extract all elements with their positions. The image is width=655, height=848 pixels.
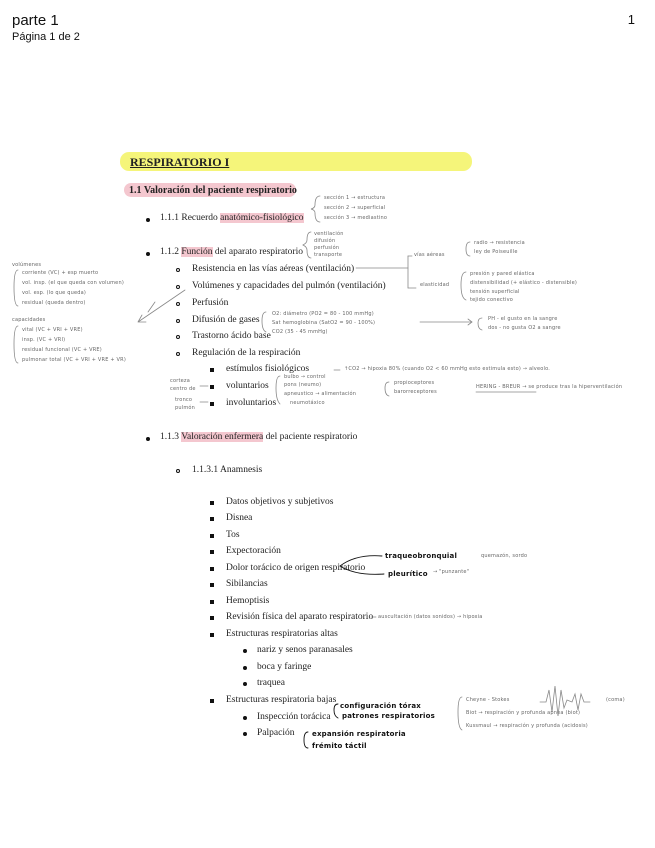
arrow-stroke: [138, 290, 185, 322]
bullet: [243, 649, 247, 653]
handwritten-note: apneustico → alimentación: [284, 391, 357, 397]
sub-bullet: [176, 268, 180, 272]
square-bullet: [210, 368, 214, 372]
bullet: [146, 252, 150, 256]
anamnesis-item: Estructuras respiratorias altas: [226, 629, 338, 639]
regulation-item: estímulos fisiológicos: [226, 364, 310, 374]
bullet: [146, 218, 150, 222]
section-1-1-3: [160, 432, 357, 442]
brace-stroke: [478, 318, 482, 330]
section-1-1-3-text: del paciente respiratorio: [263, 432, 358, 442]
handwritten-note: vol. insp. (el que queda con volumen): [22, 280, 124, 286]
handwritten-note: ventilación: [314, 231, 344, 237]
regulation-item: involuntarios: [226, 398, 277, 408]
square-bullet: [210, 550, 214, 554]
section-1-1-1-text: 1.1.1 Recuerdo: [160, 213, 221, 223]
bajas-heading: Estructuras respiratoria bajas: [226, 695, 337, 705]
brace-stroke: [334, 704, 338, 718]
brace-stroke: [304, 732, 308, 748]
anamnesis-item: Sibilancias: [226, 579, 268, 589]
handwritten-note: tensión superficial: [470, 289, 520, 295]
handwritten-note: tejido conectivo: [470, 297, 514, 303]
anamnesis-item: Expectoración: [226, 546, 281, 556]
handwritten-note: residual (queda dentro): [22, 300, 86, 306]
handwritten-note: perfusión: [314, 245, 340, 251]
altas-item: boca y faringe: [257, 662, 312, 672]
square-bullet: [210, 402, 214, 406]
handwritten-note: propioceptores: [394, 380, 435, 386]
handwritten-note: distensibilidad (+ elástico - distensible): [470, 280, 578, 286]
square-bullet: [210, 600, 214, 604]
sub-bullet: [176, 352, 180, 356]
square-bullet: [210, 616, 214, 620]
square-bullet: [210, 385, 214, 389]
handwritten-note: configuración tórax: [340, 702, 421, 710]
function-item: Resistencia en las vías aéreas (ventilación): [192, 264, 355, 274]
regulation-item: voluntarios: [226, 381, 269, 391]
sub-bullet: [176, 285, 180, 289]
function-item: Difusión de gases: [192, 315, 260, 325]
handwritten-note: Sat hemoglobina (SatO2 = 90 - 100%): [272, 320, 376, 326]
anamnesis-item: Datos objetivos y subjetivos: [226, 497, 334, 507]
handwritten-note: corriente (VC) + esp muerto: [22, 270, 99, 276]
anamnesis-item: Dolor torácico de origen respiratorio: [226, 563, 366, 573]
brace-stroke: [276, 376, 280, 404]
brace-stroke: [311, 196, 320, 222]
handwritten-note: neumotáxico: [290, 400, 325, 406]
handwritten-note: radio → resistencia: [474, 240, 525, 246]
handwritten-note: patrones respiratorios: [342, 712, 436, 720]
handwritten-note: pulmonar total (VC + VRI + VRE + VR): [22, 357, 126, 363]
handwritten-note: → "punzante": [433, 569, 470, 575]
connector-line: [408, 256, 416, 288]
document-title: RESPIRATORIO I: [130, 155, 230, 169]
highlight-text: Valoración enfermera: [181, 432, 264, 442]
square-bullet: [210, 567, 214, 571]
bullet: [243, 716, 247, 720]
connector-line: [200, 386, 208, 402]
brace-stroke: [14, 326, 18, 363]
handwritten-note: CO2 (35 - 45 mmHg): [272, 329, 328, 335]
handwritten-note: expansión respiratoria: [312, 730, 406, 738]
page-header-title: parte 1: [12, 12, 59, 29]
handwritten-note: auscultación (datos sonidos) → hipoxia: [378, 614, 483, 620]
handwritten-note: O2: diámetro (PO2 = 80 - 100 mmHg): [272, 311, 374, 317]
brace-stroke: [385, 382, 389, 396]
handwritten-note: ley de Poiseuille: [474, 249, 518, 255]
handwritten-note: sección 2 → superficial: [324, 205, 386, 211]
function-item: Trastorno ácido base: [192, 331, 271, 341]
handwritten-note: pulmón: [175, 405, 196, 411]
handwritten-note: frémito táctil: [312, 742, 367, 750]
arrow-stroke: [420, 319, 472, 325]
section-1-1-2-number: 1.1.2: [160, 247, 182, 257]
handwritten-note: transporte: [314, 252, 343, 258]
section-1-1-3-1: 1.1.3.1 Anamnesis: [192, 465, 263, 475]
function-item: Regulación de la respiración: [192, 348, 301, 358]
handwritten-note: Cheyne - Stokes: [466, 697, 510, 703]
handwritten-note: elasticidad: [420, 282, 450, 288]
handwritten-note: vol. esp. (lo que queda): [22, 290, 87, 296]
section-1-1-3-number: 1.1.3: [160, 432, 182, 442]
highlight-text: Función: [181, 247, 213, 257]
anamnesis-item: Tos: [226, 530, 240, 540]
bullet: [146, 437, 150, 441]
anamnesis-item: Hemoptisis: [226, 596, 270, 606]
handwritten-heading: capacidades: [12, 317, 46, 323]
handwritten-heading: volúmenes: [12, 262, 42, 268]
handwritten-note: traqueobronquial: [385, 552, 458, 560]
handwritten-note: quemazón, sordo: [481, 553, 528, 559]
handwritten-note: barorreceptores: [394, 389, 437, 395]
section-1-1: 1.1 Valoración del paciente respiratorio: [129, 185, 297, 196]
section-1-1-1: [160, 213, 304, 223]
handwritten-note: (coma): [606, 697, 625, 703]
bajas-item: Inspección torácica: [257, 712, 331, 722]
handwritten-note: tronco: [175, 397, 193, 403]
handwritten-note: insp. (VC + VRI): [22, 337, 66, 343]
handwritten-note: bulbo → control: [284, 374, 326, 380]
function-item: Perfusión: [192, 298, 229, 308]
handwritten-note: dos - no gusta O2 a sangre: [488, 325, 561, 331]
anamnesis-item: Disnea: [226, 513, 253, 523]
bullet: [243, 682, 247, 686]
handwritten-note: centro de: [170, 386, 196, 392]
brace-stroke: [466, 242, 470, 256]
page-number: 1: [627, 12, 635, 27]
bullet: [243, 732, 247, 736]
function-item: Volúmenes y capacidades del pulmón (ventilación): [192, 281, 386, 291]
sub-bullet: [176, 469, 180, 473]
handwritten-note: HERING - BREUR → se produce tras la hiperventilación: [476, 384, 623, 390]
brace-stroke: [458, 697, 462, 730]
square-bullet: [210, 534, 214, 538]
handwritten-note: pons (neumo): [284, 382, 322, 388]
handwritten-note: PH - el gusto en la sangre: [488, 316, 558, 322]
section-1-1-2-text: del aparato respiratorio: [212, 247, 303, 257]
brace-stroke: [461, 272, 466, 300]
brace-stroke: [262, 312, 266, 332]
handwritten-note: sección 3 → mediastino: [324, 215, 388, 221]
square-bullet: [210, 517, 214, 521]
page-counter: Página 1 de 2: [12, 31, 80, 43]
handwritten-note: Kussmaul → respiración y profunda (acidosis): [466, 723, 588, 729]
handwritten-note: vital (VC + VRI + VRE): [22, 327, 83, 333]
anamnesis-item: Revisión física del aparato respiratorio: [226, 612, 374, 622]
highlight-text: anatómico-fisiológico: [220, 213, 304, 223]
altas-item: nariz y senos paranasales: [257, 645, 353, 655]
sub-bullet: [176, 319, 180, 323]
handwritten-note: residual funcional (VC + VRE): [22, 347, 102, 353]
square-bullet: [210, 583, 214, 587]
bullet: [243, 666, 247, 670]
square-bullet: [210, 699, 214, 703]
handwritten-note: presión y pared elástica: [470, 271, 535, 277]
altas-item: traquea: [257, 678, 285, 688]
square-bullet: [210, 633, 214, 637]
handwritten-note: vías aéreas: [414, 252, 445, 258]
sub-bullet: [176, 335, 180, 339]
square-bullet: [210, 501, 214, 505]
handwritten-note: sección 1 → estructura: [324, 195, 386, 201]
brace-stroke: [303, 232, 311, 258]
handwritten-note: pleurítico: [388, 570, 428, 578]
sub-bullet: [176, 302, 180, 306]
handwritten-note: Biot → respiración y profunda apnea (biot): [466, 710, 581, 716]
bajas-item: Palpación: [257, 728, 295, 738]
handwritten-note: difusión: [314, 238, 336, 244]
section-1-1-2: [160, 247, 303, 257]
handwritten-note: ↑CO2 → hipoxia 80% (cuando O2 < 60 mmHg esto estimula esto) → alveolo.: [344, 366, 551, 372]
brace-stroke: [14, 270, 18, 306]
arrow-stroke: [148, 302, 155, 312]
handwritten-note: corteza: [170, 378, 190, 384]
